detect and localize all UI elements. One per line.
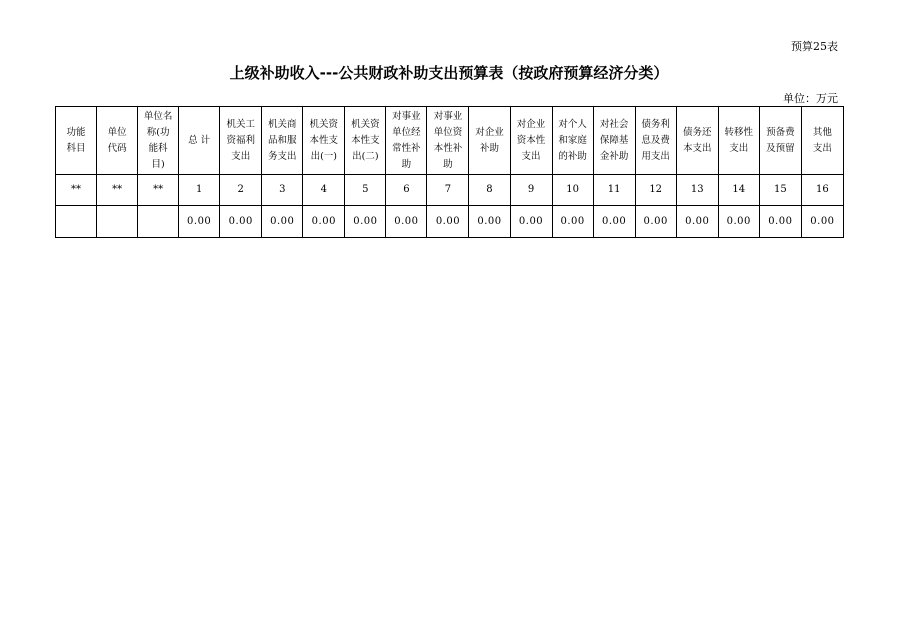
column-number-row (56, 175, 844, 206)
value-cell-6: 0.00 (262, 206, 303, 238)
header-cell-15: 债务利 息及费 用支出 (635, 107, 676, 175)
header-cell-10: 对事业 单位资 本性补 助 (427, 107, 469, 175)
header-cell-3: 单位名 称(功 能科 目) (138, 107, 179, 175)
value-cell-11: 0.00 (469, 206, 510, 238)
header-cell-1: 功能 科目 (56, 107, 97, 175)
number-cell-11: 8 (469, 175, 510, 206)
budget-table (55, 106, 844, 238)
header-cell-12: 对企业 资本性 支出 (510, 107, 552, 175)
value-cell-4: 0.00 (179, 206, 220, 238)
document-title: 上级补助收入---公共财政补助支出预算表（按政府预算经济分类） (229, 64, 669, 82)
header-cell-19: 其他 支出 (801, 107, 843, 175)
number-cell-13: 10 (552, 175, 593, 206)
value-cell-2 (97, 206, 138, 238)
header-cell-11: 对企业 补助 (469, 107, 510, 175)
value-cell-12: 0.00 (510, 206, 552, 238)
value-cell-15: 0.00 (635, 206, 676, 238)
unit-label: 单位：万元 (783, 92, 838, 105)
header-cell-17: 转移性 支出 (718, 107, 759, 175)
header-cell-14: 对社会 保障基 金补助 (593, 107, 635, 175)
number-cell-19: 16 (801, 175, 843, 206)
value-row (56, 206, 844, 238)
header-cell-9: 对事业 单位经 常性补 助 (386, 107, 427, 175)
header-cell-16: 债务还 本支出 (676, 107, 718, 175)
number-cell-4: 1 (179, 175, 220, 206)
number-cell-6: 3 (262, 175, 303, 206)
value-cell-13: 0.00 (552, 206, 593, 238)
header-cell-13: 对个人 和家庭 的补助 (552, 107, 593, 175)
number-cell-9: 6 (386, 175, 427, 206)
number-cell-15: 12 (635, 175, 676, 206)
value-cell-10: 0.00 (427, 206, 469, 238)
value-cell-16: 0.00 (676, 206, 718, 238)
document-code: 预算25表 (791, 40, 838, 53)
value-cell-3 (138, 206, 179, 238)
number-cell-2: ** (97, 175, 138, 206)
header-cell-18: 预备费 及预留 (759, 107, 801, 175)
number-cell-8: 5 (345, 175, 386, 206)
header-cell-4: 总 计 (179, 107, 220, 175)
value-cell-5: 0.00 (220, 206, 262, 238)
number-cell-17: 14 (718, 175, 759, 206)
number-cell-5: 2 (220, 175, 262, 206)
number-cell-14: 11 (593, 175, 635, 206)
header-cell-8: 机关资 本性支 出(二) (345, 107, 386, 175)
value-cell-7: 0.00 (303, 206, 345, 238)
value-cell-19: 0.00 (801, 206, 843, 238)
number-cell-16: 13 (676, 175, 718, 206)
header-cell-7: 机关资 本性支 出(一) (303, 107, 345, 175)
value-cell-17: 0.00 (718, 206, 759, 238)
value-cell-8: 0.00 (345, 206, 386, 238)
number-cell-1: ** (56, 175, 97, 206)
value-cell-1 (56, 206, 97, 238)
header-cell-2: 单位 代码 (97, 107, 138, 175)
value-cell-9: 0.00 (386, 206, 427, 238)
number-cell-7: 4 (303, 175, 345, 206)
value-cell-14: 0.00 (593, 206, 635, 238)
header-cell-5: 机关工 资福利 支出 (220, 107, 262, 175)
header-cell-6: 机关商 品和服 务支出 (262, 107, 303, 175)
number-cell-3: ** (138, 175, 179, 206)
header-row (56, 107, 844, 175)
value-cell-18: 0.00 (759, 206, 801, 238)
number-cell-18: 15 (759, 175, 801, 206)
number-cell-10: 7 (427, 175, 469, 206)
number-cell-12: 9 (510, 175, 552, 206)
